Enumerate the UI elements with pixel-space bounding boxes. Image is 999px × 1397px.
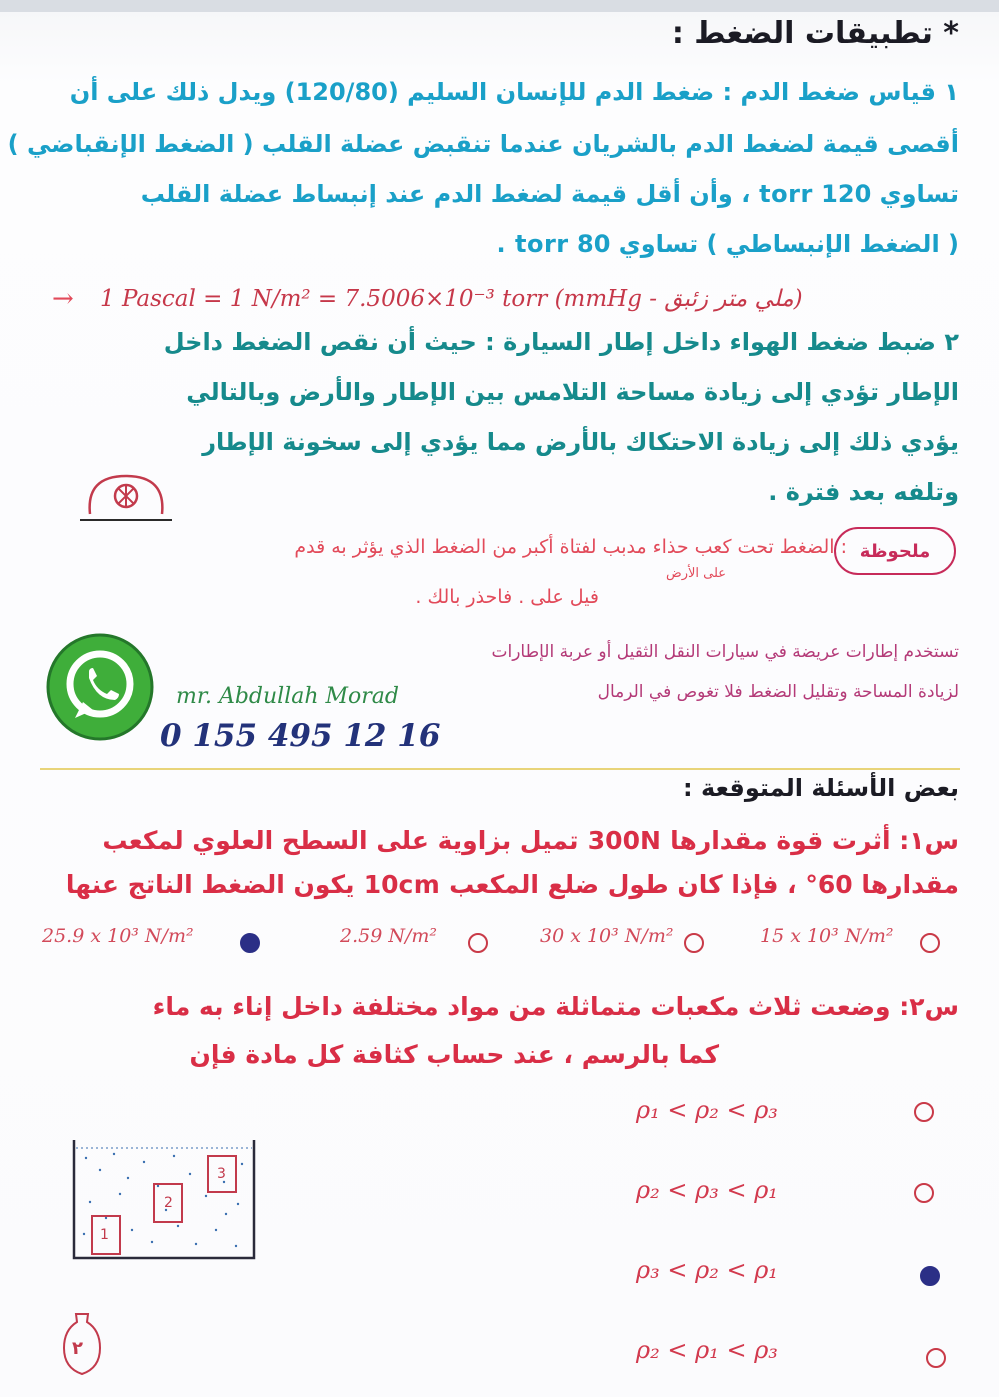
q1-option-4-radio[interactable] (920, 933, 940, 953)
q1-option-1-radio[interactable] (240, 933, 260, 953)
section1-line1: ١ قياس ضغط الدم : ضغط الدم للإنسان السليم (120/80) ويدل ذلك على أن (69, 78, 959, 106)
q2-option-3[interactable]: ρ₃ < ρ₂ < ρ₁ (636, 1256, 778, 1284)
q2-option-4-radio[interactable] (926, 1348, 946, 1368)
section2-line4: وتلفه بعد فترة . (768, 478, 959, 506)
questions-heading: بعض الأسئلة المتوقعة : (683, 774, 959, 802)
note-line1: : الضغط تحت كعب حذاء مدبب لفتاة أكبر من الضغط الذي يؤثر به قدم (294, 536, 847, 558)
page-title: * تطبيقات الضغط : (671, 16, 959, 51)
q2-option-3-radio[interactable] (920, 1266, 940, 1286)
scan-top-edge (0, 0, 999, 12)
q1-option-1[interactable]: 25.9 x 10³ N/m² (42, 925, 194, 947)
note-above: على الأرض (666, 566, 727, 581)
conversion-arrow: → (52, 284, 74, 314)
q1-option-3-radio[interactable] (684, 933, 704, 953)
q1-option-2[interactable]: 2.59 N/m² (340, 925, 438, 947)
q2-option-2[interactable]: ρ₂ < ρ₃ < ρ₁ (636, 1176, 778, 1204)
q2-line1: س٢: وضعت ثلاث مكعبات متماثلة من مواد مختلفة داخل إناء به ماء (152, 992, 959, 1021)
page-number: ٢ (72, 1338, 83, 1359)
q2-option-1[interactable]: ρ₁ < ρ₂ < ρ₃ (636, 1096, 778, 1124)
q2-option-1-radio[interactable] (914, 1102, 934, 1122)
note-tag: ملحوظة (834, 527, 956, 575)
extra-line1: تستخدم إطارات عريضة في سيارات النقل الثقيل أو عربة الإطارات (491, 642, 959, 662)
q1-line1: س١: أثرت قوة مقدارها 300N تميل بزاوية على السطح العلوي لمكعب (102, 826, 959, 855)
conversion-formula: 1 Pascal = 1 N/m² = 7.5006×10⁻³ torr (mmHg - ملي متر زئبق) (100, 286, 803, 312)
section1-line4: ( الضغط الإنبساطي ) تساوي 80 torr . (496, 230, 959, 258)
q1-option-2-radio[interactable] (468, 933, 488, 953)
q1-option-4[interactable]: 15 x 10³ N/m² (760, 925, 894, 947)
section2-line3: يؤدي ذلك إلى زيادة الاحتكاك بالأرض مما يؤدي إلى سخونة الإطار (202, 428, 959, 456)
section2-line2: الإطار تؤدي إلى زيادة مساحة التلامس بين الإطار والأرض وبالتالي (186, 378, 959, 406)
q2-line2: كما بالرسم ، عند حساب كثافة كل مادة فإن (189, 1040, 719, 1069)
q2-option-2-radio[interactable] (914, 1183, 934, 1203)
tire-icon (76, 466, 176, 526)
q2-option-4[interactable]: ρ₂ < ρ₁ < ρ₃ (636, 1336, 778, 1364)
section-divider (40, 768, 960, 770)
q1-line2: مقدارها 60° ، فإذا كان طول ضلع المكعب 10cm يكون الضغط الناتج عنها (65, 870, 959, 899)
extra-line2: لزيادة المساحة وتقليل الضغط فلا تغوص في الرمال (597, 682, 959, 702)
cube-label-1: 1 (100, 1227, 109, 1243)
whatsapp-icon (45, 632, 155, 742)
section2-line1: ٢ ضبط ضغط الهواء داخل إطار السيارة : حيث أن نقص الضغط داخل (163, 328, 959, 356)
contact-phone: 0 155 495 12 16 (160, 718, 441, 754)
cube-label-2: 2 (164, 1195, 173, 1211)
section1-line2: أقصى قيمة لضغط الدم بالشريان عندما تنقبض عضلة القلب ( الضغط الإنقباضي ) (7, 130, 959, 158)
cube-label-3: 3 (217, 1166, 226, 1182)
section1-line3: تساوي 120 torr ، وأن أقل قيمة لضغط الدم عند إنبساط عضلة القلب (140, 180, 959, 208)
q1-option-3[interactable]: 30 x 10³ N/m² (540, 925, 674, 947)
contact-name: mr. Abdullah Morad (176, 684, 400, 709)
note-line2: فيل على . فاحذر بالك . (415, 586, 599, 608)
